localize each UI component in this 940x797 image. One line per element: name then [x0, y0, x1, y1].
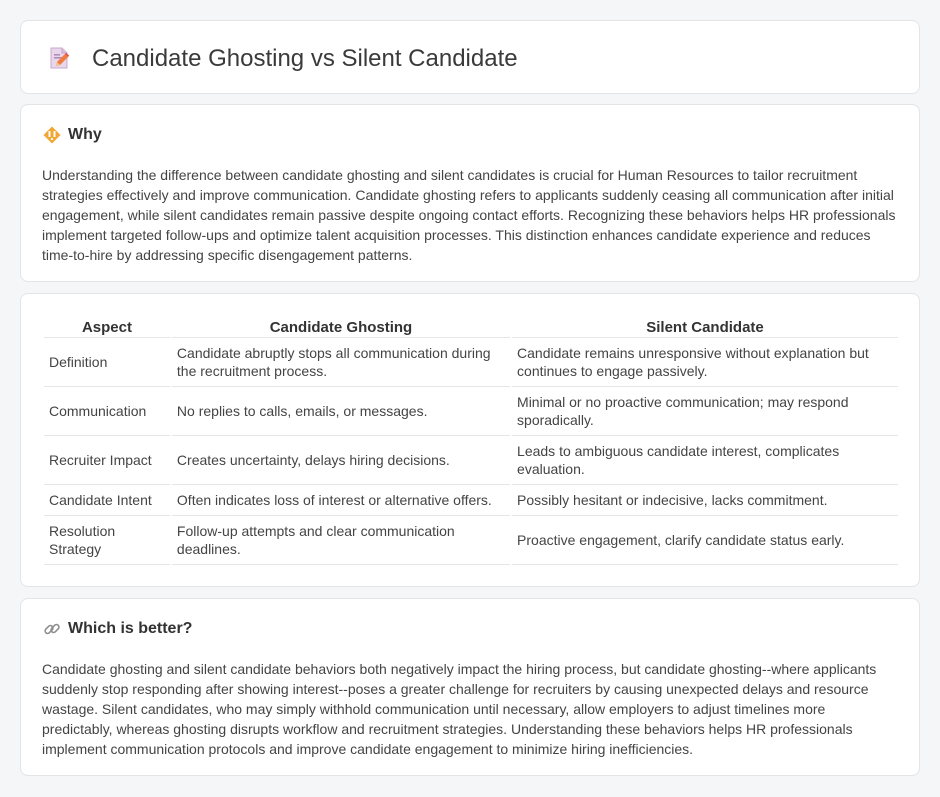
table-row	[44, 436, 898, 485]
row-ghosting: Creates uncertainty, delays hiring decisions.	[172, 436, 510, 485]
better-text: Candidate ghosting and silent candidate behaviors both negatively impact the hiring process, but candidate ghosting--where applicants suddenly stop responding after showing interest--poses a greater challenge for recruiters by causing unexpected delays and resource wastage. Silent candidates, who may simply withhold communication until necessary, allow employers to adjust timelines more predictably, whereas ghosting disrupts workflow and recruitment strategies. Understanding these behaviors helps HR professionals implement communication protocols and improve candidate engagement to minimize hiring inefficiencies.	[42, 661, 877, 757]
row-silent: Candidate remains unresponsive without explanation but continues to engage passively.	[512, 338, 898, 387]
row-aspect: Recruiter Impact	[44, 436, 170, 485]
why-section	[20, 104, 920, 282]
better-title: Which is better?	[68, 620, 193, 637]
diamond-warning-icon	[43, 126, 61, 144]
row-aspect: Definition	[44, 338, 170, 387]
table-row	[44, 387, 898, 436]
table-header-row	[44, 316, 898, 338]
table-row	[44, 516, 898, 565]
row-silent: Possibly hesitant or indecisive, lacks commitment.	[512, 485, 898, 516]
row-ghosting: Candidate abruptly stops all communication during the recruitment process.	[172, 338, 510, 387]
row-silent: Leads to ambiguous candidate interest, complicates evaluation.	[512, 436, 898, 485]
page-title: Candidate Ghosting vs Silent Candidate	[92, 45, 518, 72]
header-aspect: Aspect	[44, 316, 170, 338]
row-silent: Minimal or no proactive communication; may respond sporadically.	[512, 387, 898, 436]
title-card	[20, 20, 920, 94]
table-row	[44, 485, 898, 516]
row-aspect: Communication	[44, 387, 170, 436]
row-aspect: Resolution Strategy	[44, 516, 170, 565]
comparison-table	[42, 316, 900, 565]
better-header	[43, 620, 192, 638]
document-edit-icon	[47, 46, 71, 70]
table-row	[44, 338, 898, 387]
row-ghosting: Follow-up attempts and clear communication deadlines.	[172, 516, 510, 565]
row-ghosting: No replies to calls, emails, or messages.	[172, 387, 510, 436]
row-silent: Proactive engagement, clarify candidate status early.	[512, 516, 898, 565]
why-title: Why	[68, 126, 102, 143]
why-header	[43, 126, 102, 144]
why-text: Understanding the difference between candidate ghosting and silent candidates is crucial for Human Resources to tailor recruitment strategies effectively and improve communication. Candidate ghosting refers to applicants suddenly ceasing all communication after initial engagement, while silent candidates remain passive despite ongoing contact efforts. Recognizing these behaviors helps HR professionals implement targeted follow-ups and optimize talent acquisition processes. This distinction enhances candidate experience and reduces time-to-hire by addressing specific disengagement patterns.	[42, 167, 896, 263]
link-icon	[43, 620, 61, 638]
header-silent-candidate: Silent Candidate	[512, 316, 898, 338]
row-aspect: Candidate Intent	[44, 485, 170, 516]
which-is-better-section	[20, 598, 920, 776]
row-ghosting: Often indicates loss of interest or alternative offers.	[172, 485, 510, 516]
comparison-section	[20, 293, 920, 587]
header-candidate-ghosting: Candidate Ghosting	[172, 316, 510, 338]
